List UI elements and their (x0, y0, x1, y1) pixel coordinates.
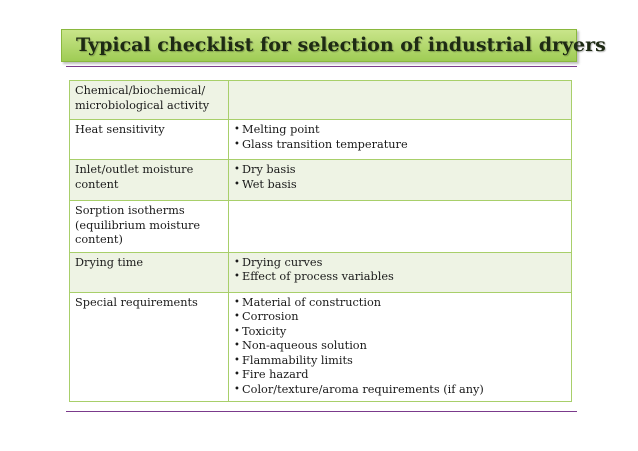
table-row (70, 81, 572, 120)
title-banner (61, 29, 606, 62)
row-details (229, 120, 572, 160)
list-item: • Material of construction (234, 296, 566, 311)
row-details (229, 292, 572, 402)
detail-list (234, 123, 566, 152)
list-item: • Fire hazard (234, 368, 566, 383)
row-label: Sorption isotherms (equilibrium moisture content) (70, 201, 229, 253)
row-label: Drying time (70, 252, 229, 292)
table-row (70, 292, 572, 402)
list-item: • Effect of process variables (234, 270, 566, 285)
row-details (229, 252, 572, 292)
page-title: Typical checklist for selection of industrial dryers (76, 34, 606, 56)
list-item: • Flammability limits (234, 354, 566, 369)
list-item: • Corrosion (234, 310, 566, 325)
list-item: • Dry basis (234, 163, 566, 178)
row-label: Chemical/biochemical/ microbiological activity (70, 81, 229, 120)
row-details (229, 81, 572, 120)
table-row (70, 201, 572, 253)
list-item: • Glass transition temperature (234, 138, 566, 153)
detail-list (234, 256, 566, 285)
list-item: • Wet basis (234, 178, 566, 193)
detail-list (234, 296, 566, 398)
detail-list (234, 163, 566, 192)
row-details (229, 201, 572, 253)
row-details (229, 160, 572, 201)
list-item: • Color/texture/aroma requirements (if any) (234, 383, 566, 398)
checklist-table (69, 80, 572, 402)
list-item: • Melting point (234, 123, 566, 138)
list-item: • Non-aqueous solution (234, 339, 566, 354)
top-divider (66, 66, 577, 67)
table-row (70, 120, 572, 160)
row-label: Special requirements (70, 292, 229, 402)
table-row (70, 252, 572, 292)
row-label: Inlet/outlet moisture content (70, 160, 229, 201)
bottom-divider (66, 411, 577, 412)
list-item: • Toxicity (234, 325, 566, 340)
table-row (70, 160, 572, 201)
list-item: • Drying curves (234, 256, 566, 271)
row-label: Heat sensitivity (70, 120, 229, 160)
